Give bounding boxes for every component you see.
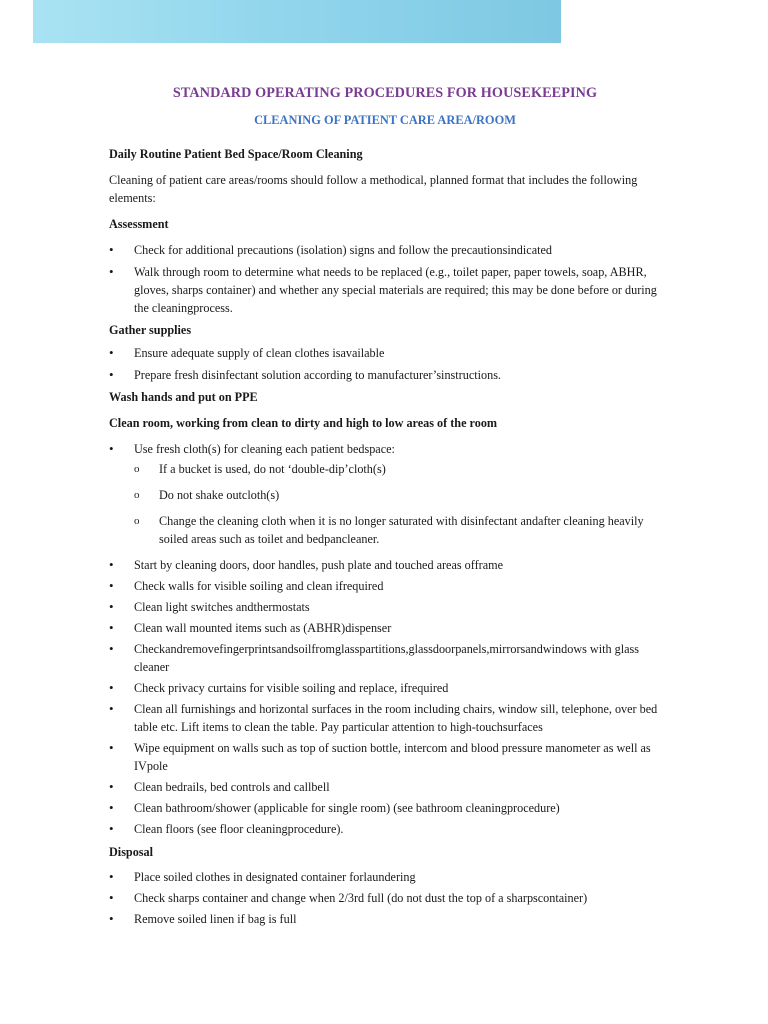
list-item: • Clean all furnishings and horizontal surfaces in the room including chairs, window sill, telephone, over bed table etc. Lift items to clean the table. Pay particular attention to high-touchsurfaces	[109, 700, 661, 736]
gather-supplies-heading: Gather supplies	[109, 323, 192, 337]
document-title: STANDARD OPERATING PROCEDURES FOR HOUSEKEEPING	[172, 85, 598, 101]
list-item: • Prepare fresh disinfectant solution according to manufacturer’sinstructions.	[109, 366, 661, 384]
list-item	[109, 440, 661, 548]
list-item: • Clean bathroom/shower (applicable for single room) (see bathroom cleaningprocedure)	[109, 799, 661, 817]
intro-paragraph: Cleaning of patient care areas/rooms should follow a methodical, planned format that includes the following elements:	[109, 173, 638, 205]
header-banner	[33, 0, 561, 43]
list-item: • Checkandremovefingerprintsandsoilfromglasspartitions,glassdoorpanels,mirrorsandwindows with glass cleaner	[109, 640, 661, 676]
clean-room-list	[109, 440, 661, 838]
list-item: • Ensure adequate supply of clean clothes isavailable	[109, 344, 661, 362]
list-item: • Clean light switches andthermostats	[109, 598, 661, 616]
gather-supplies-list	[109, 344, 661, 384]
disposal-heading: Disposal	[109, 845, 154, 859]
list-item: • Place soiled clothes in designated container forlaundering	[109, 868, 661, 886]
list-item: • Remove soiled linen if bag is full	[109, 910, 661, 928]
list-item-text: Use fresh cloth(s) for cleaning each patient bedspace:	[134, 442, 395, 456]
list-item: • Start by cleaning doors, door handles, push plate and touched areas offrame	[109, 556, 661, 574]
wash-hands-heading: Wash hands and put on PPE	[109, 390, 258, 404]
list-item: • Walk through room to determine what needs to be replaced (e.g., toilet paper, paper towels, soap, ABHR, gloves, sharps container) and whether any special materials are required; this may be done before or during the cleaningprocess.	[109, 263, 661, 317]
assessment-heading: Assessment	[109, 217, 169, 231]
disposal-list	[109, 868, 661, 928]
section-heading: Daily Routine Patient Bed Space/Room Cleaning	[109, 147, 363, 161]
document-subtitle: CLEANING OF PATIENT CARE AREA/ROOM	[254, 113, 516, 127]
document-body	[109, 83, 661, 928]
list-item: • Check privacy curtains for visible soiling and replace, ifrequired	[109, 679, 661, 697]
list-item: • Clean wall mounted items such as (ABHR)dispenser	[109, 619, 661, 637]
sub-list-item: o Change the cleaning cloth when it is no longer saturated with disinfectant andafter cleaning heavily soiled areas such as toilet and bedpancleaner.	[134, 512, 661, 548]
sub-list-item: o Do not shake outcloth(s)	[134, 486, 661, 504]
list-item: • Check sharps container and change when 2/3rd full (do not dust the top of a sharpscontainer)	[109, 889, 661, 907]
list-item: • Clean floors (see floor cleaningprocedure).	[109, 820, 661, 838]
list-item: • Check walls for visible soiling and clean ifrequired	[109, 577, 661, 595]
list-item: • Clean bedrails, bed controls and callbell	[109, 778, 661, 796]
sub-list	[134, 460, 661, 548]
sub-list-item: o If a bucket is used, do not ‘double-dip’cloth(s)	[134, 460, 661, 478]
list-item: • Check for additional precautions (isolation) signs and follow the precautionsindicated	[109, 241, 661, 259]
assessment-list	[109, 241, 661, 317]
list-item: • Wipe equipment on walls such as top of suction bottle, intercom and blood pressure manometer as well as IVpole	[109, 739, 661, 775]
clean-room-heading: Clean room, working from clean to dirty and high to low areas of the room	[109, 416, 498, 430]
